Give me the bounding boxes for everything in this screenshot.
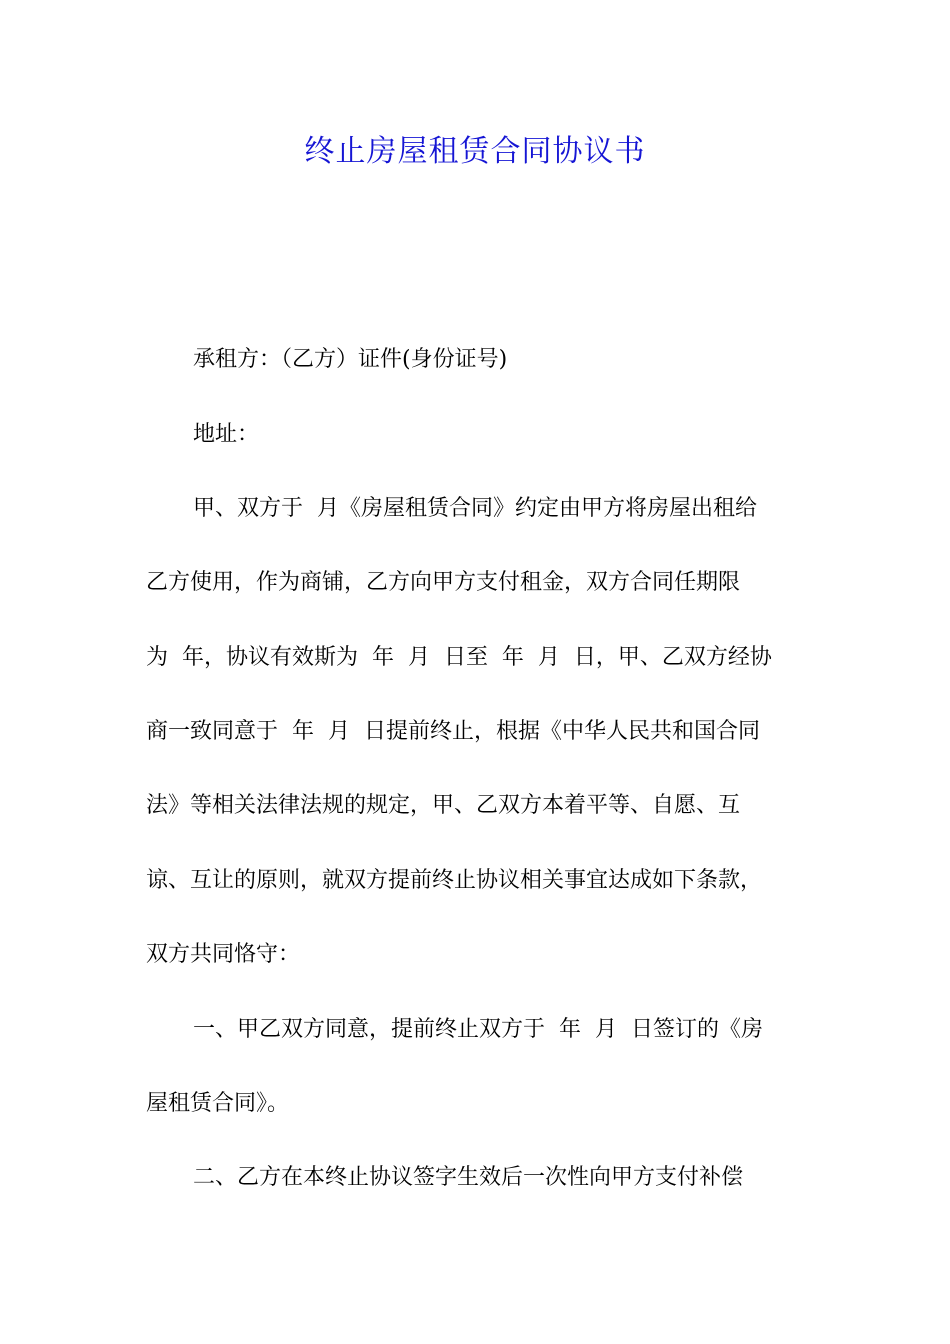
clause-one-line: 屋租赁合同》。 [146, 1091, 290, 1116]
paragraph-line: 商一致同意于 年 月 日提前终止，根据《中华人民共和国合同 [146, 719, 760, 744]
paragraph-line: 法》等相关法律法规的规定，甲、乙双方本着平等、自愿、互 [146, 793, 741, 818]
paragraph-line: 双方共同恪守： [146, 942, 301, 967]
clause-two-line: 二、乙方在本终止协议签字生效后一次性向甲方支付补偿 [193, 1165, 744, 1190]
tenant-line: 承租方：（乙方）证件(身份证号) [193, 347, 508, 372]
paragraph-line: 乙方使用，作为商铺，乙方向甲方支付租金，双方合同任期限 [146, 570, 741, 595]
paragraph-line: 甲、双方于 月《房屋租赁合同》约定由甲方将房屋出租给 [193, 496, 757, 521]
paragraph-line: 谅、互让的原则，就双方提前终止协议相关事宜达成如下条款， [146, 868, 763, 893]
document-title: 终止房屋租赁合同协议书 [304, 134, 646, 169]
clause-one-line: 一、甲乙双方同意，提前终止双方于 年 月 日签订的《房 [193, 1017, 763, 1042]
address-line: 地址： [193, 422, 260, 447]
paragraph-line: 为 年，协议有效斯为 年 月 日至 年 月 日，甲、乙双方经协 [146, 645, 772, 670]
